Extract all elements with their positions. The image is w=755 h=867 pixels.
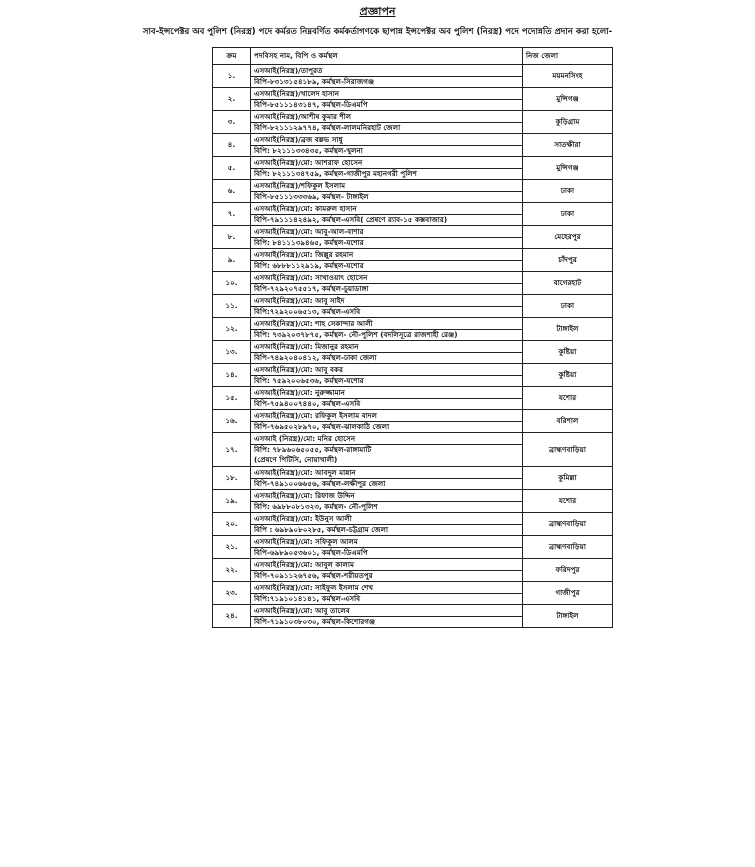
- home-district: ব্রাহ্মণবাড়িয়া: [523, 536, 613, 559]
- officer-info: [251, 249, 523, 272]
- table-row: [213, 559, 613, 582]
- table-row: [213, 490, 613, 513]
- officer-info: [251, 272, 523, 295]
- home-district: যশোর: [523, 387, 613, 410]
- serial-number: ৪.: [213, 134, 251, 157]
- officer-name: এসআই(নিরস্ত্র)/মো: সাখাওয়াৎ হোসেন: [251, 273, 522, 284]
- officer-bp-posting: বিপি : ৬৯৮৯০৮০২৮৫, কর্মস্থল-চট্টগ্রাম জেলা: [254, 524, 389, 534]
- home-district: ময়মনসিংহ: [523, 65, 613, 88]
- officer-name: এসআই(নিরস্ত্র)/ব্রজ বল্লভ সাধু: [251, 135, 522, 146]
- officer-info: [251, 134, 523, 157]
- officer-name: এসআই(নিরস্ত্র)/মো: শাহ সেকান্দার আলী: [251, 319, 522, 330]
- home-district: মুন্সিগঞ্জ: [523, 88, 613, 111]
- home-district: কুষ্টিয়া: [523, 364, 613, 387]
- officer-info: [251, 180, 523, 203]
- officer-info: [251, 318, 523, 341]
- serial-number: ২৩.: [213, 582, 251, 605]
- officer-name: এসআই(নিরস্ত্র)/মো: মিজানুর রহমান: [251, 342, 522, 353]
- officer-name: এসআই(নিরস্ত্র)/মো: আবু বকর: [251, 365, 522, 376]
- officer-name: এসআই(নিরস্ত্র)/মো: নুরুজ্জামান: [251, 388, 522, 399]
- officer-info: [251, 88, 523, 111]
- serial-number: ৫.: [213, 157, 251, 180]
- table-row: [213, 605, 613, 628]
- officer-bp-posting: বিপি-৭৪৯২০৪০৪১২, কর্মস্থল-ঢাকা জেলা: [254, 352, 377, 362]
- officer-bp-posting: বিপি-৭৪৯১০০৬৬৫৬, কর্মস্থল-লক্ষীপুর জেলা: [254, 478, 386, 488]
- table-row: [213, 318, 613, 341]
- officer-name: এসআই(নিরস্ত্র)/তাপুরত: [251, 66, 522, 77]
- intro-text: সাব-ইন্সপেক্টর অব পুলিশ (নিরস্ত্র) পদে কর্মরত নিম্নবর্ণিত কর্মকর্তাগণকে ছাপান্ন ইন্সপেক্টর অব পুলিশ (নিরস্ত্র) পদে পদোন্নতি প্রদান করা হলো-: [142, 27, 613, 37]
- serial-number: ৭.: [213, 203, 251, 226]
- table-row: [213, 226, 613, 249]
- serial-number: ১৮.: [213, 467, 251, 490]
- table-row: [213, 203, 613, 226]
- officer-info: [251, 65, 523, 88]
- officer-name: এসআই(নিরস্ত্র)/মো: কামরুল হাসান: [251, 204, 522, 215]
- officer-bp-posting: বিপি-৮৩১৩১৫৪১৮৯, কর্মস্থল-সিরাজগঞ্জ: [254, 76, 375, 86]
- serial-number: ২৪.: [213, 605, 251, 628]
- table-row: [213, 433, 613, 467]
- officer-name: এসআই(নিরস্ত্র)/মো: আশরাফ হোসেন: [251, 158, 522, 169]
- officer-info: [251, 467, 523, 490]
- table-row: [213, 180, 613, 203]
- home-district: ব্রাহ্মণবাড়িয়া: [523, 433, 613, 467]
- officer-info: [251, 605, 523, 628]
- officer-info: [251, 513, 523, 536]
- officer-bp-posting: বিপি: ৮২১১১৩৪৭৫৯, কর্মস্থল-গাজীপুর মহানগরী পুলিশ: [254, 168, 417, 178]
- officer-name: এসআই(নিরস্ত্র)/মো: সফিকুল আলম: [251, 537, 522, 548]
- table-row: [213, 341, 613, 364]
- home-district: যশোর: [523, 490, 613, 513]
- header-name-bp-posting: পদবিসহ নাম, বিপি ও কর্মস্থল: [251, 48, 523, 65]
- serial-number: ১৭.: [213, 433, 251, 467]
- home-district: সাতক্ষীরা: [523, 134, 613, 157]
- promotion-table: [212, 47, 613, 628]
- officer-bp-posting: বিপি:৭১৯১০১৪১৪১, কর্মস্থল-এসবি: [254, 593, 361, 603]
- officer-name: এসআই(নিরস্ত্র)/মো: সাইফুল ইসলাম শেখ: [251, 583, 522, 594]
- officer-info: [251, 433, 523, 467]
- serial-number: ১১.: [213, 295, 251, 318]
- officer-bp-posting: বিপি-৮৫১১১৩৩৩৬৯, কর্মস্থল- টাঙ্গাইল: [254, 191, 369, 201]
- officer-info: [251, 410, 523, 433]
- home-district: ব্রাহ্মণবাড়িয়া: [523, 513, 613, 536]
- officer-info: [251, 111, 523, 134]
- home-district: ঢাকা: [523, 203, 613, 226]
- home-district: চাঁদপুর: [523, 249, 613, 272]
- document-title: প্রজ্ঞাপন: [359, 5, 396, 18]
- home-district: কুষ্টিয়া: [523, 341, 613, 364]
- officer-name: এসআই(নিরস্ত্র)/মো: রিফাজ উদ্দিন: [251, 491, 522, 502]
- serial-number: ৩.: [213, 111, 251, 134]
- officer-name: এসআই(নিরস্ত্র)/মো: জিল্লুর রহমান: [251, 250, 522, 261]
- officer-name: এসআই(নিরস্ত্র)/মো: আবু-আল-বাশার: [251, 227, 522, 238]
- officer-bp-posting: বিপি: ৭৮৯৬০৬৫০৫৫, কর্মস্থল-রাঙ্গামাটি: [254, 445, 372, 454]
- home-district: বরিশাল: [523, 410, 613, 433]
- table-row: [213, 157, 613, 180]
- serial-number: ১.: [213, 65, 251, 88]
- officer-bp-posting: বিপি: ৮২১১১৩৩৪৩৫, কর্মস্থল-খুলনা: [254, 145, 363, 155]
- home-district: ঢাকা: [523, 295, 613, 318]
- table-row: [213, 65, 613, 88]
- table-row: [213, 134, 613, 157]
- officer-info: [251, 295, 523, 318]
- officer-info: [251, 364, 523, 387]
- officer-name: এসআই(নিরস্ত্র)/শফিকুল ইসলাম: [251, 181, 522, 192]
- officer-bp-posting: বিপি-৭১৯১০৩৮০৩০, কর্মস্থল-কিশোরগঞ্জ: [254, 616, 376, 626]
- officer-bp-posting: বিপি: ৮৪১১১৩৯৪৬৫, কর্মস্থল-যশোর: [254, 237, 364, 247]
- serial-number: ১৪.: [213, 364, 251, 387]
- serial-number: ১৬.: [213, 410, 251, 433]
- officer-info: [251, 559, 523, 582]
- table-row: [213, 249, 613, 272]
- serial-number: ৬.: [213, 180, 251, 203]
- officer-name: এসআই(নিরস্ত্র)/মো: আবু তালেব: [251, 606, 522, 617]
- officer-info: [251, 490, 523, 513]
- table-row: [213, 582, 613, 605]
- officer-bp-posting: বিপি-৭২৯২০৭৫৫১৭, কর্মস্থল-চুয়াডাঙ্গা: [254, 283, 369, 293]
- serial-number: ২১.: [213, 536, 251, 559]
- serial-number: ৮.: [213, 226, 251, 249]
- officer-bp-posting: বিপি-৭০৯১১২৬৭৫৬, কর্মস্থল-শরীয়তপুর: [254, 570, 373, 580]
- serial-number: ২.: [213, 88, 251, 111]
- table-row: [213, 364, 613, 387]
- officer-bp-posting: বিপি-৬৯৮৯০৫৩৬০১, কর্মস্থল-ডিএমপি: [254, 547, 368, 557]
- serial-number: ২০.: [213, 513, 251, 536]
- serial-number: ৯.: [213, 249, 251, 272]
- officer-deputation: (প্রেষণে পিটিসি, নোয়াখালী): [254, 455, 338, 464]
- serial-number: ১২.: [213, 318, 251, 341]
- table-row: [213, 111, 613, 134]
- officer-name: এসআই(নিরস্ত্র)/মো: আবুল কালাম: [251, 560, 522, 571]
- header-home-district: নিজ জেলা: [523, 48, 613, 65]
- officer-info: [251, 536, 523, 559]
- home-district: বাগেরহাট: [523, 272, 613, 295]
- officer-name: এসআই(নিরস্ত্র)/খালেদ হাসান: [251, 89, 522, 100]
- officer-info: [251, 387, 523, 410]
- officer-bp-posting: বিপি:৭২৯২০০৬৫১৩, কর্মস্থল-এসবি: [254, 306, 361, 316]
- officer-info: [251, 341, 523, 364]
- officer-bp-posting: বিপি: ৭৫৯২০০৬৫৩৬, কর্মস্থল-যশোর: [254, 375, 364, 385]
- officer-name: এসআই(নিরস্ত্র)/আশীষ কুমার শীল: [251, 112, 522, 123]
- officer-bp-posting: বিপি-৮৫১১১৪৩১৪৭, কর্মস্থল-ডিএমপি: [254, 99, 368, 109]
- table-row: [213, 536, 613, 559]
- officer-bp-posting: বিপি-৭৬৯৫০২৮৯৭০, কর্মস্থল-ঝালকাঠি জেলা: [254, 421, 390, 431]
- serial-number: ১০.: [213, 272, 251, 295]
- home-district: কুড়িগ্রাম: [523, 111, 613, 134]
- officer-info: [251, 157, 523, 180]
- officer-bp-posting: বিপি: ৬৮৮৮১১২৯১৯, কর্মস্থল-যশোর: [254, 260, 364, 270]
- table-header-row: [213, 48, 613, 65]
- officer-bp-posting: বিপি: ৭৩৯২০৩৭৮৭৫, কর্মস্থল- নৌ-পুলিশ (বদলিসূত্রে রাজশাহী রেঞ্জ): [254, 329, 458, 339]
- officer-name: এসআই(নিরস্ত্র)/মো: রফিকুল ইসলাম বাদল: [251, 411, 522, 422]
- table-row: [213, 272, 613, 295]
- officer-info: [251, 226, 523, 249]
- officer-name: এসআই(নিরস্ত্র)/মো: আবু সাইদ: [251, 296, 522, 307]
- officer-bp-posting: বিপি-৮২১১১২৯৭৭৪, কর্মস্থল-লালমনিরহাট জেলা: [254, 122, 401, 132]
- home-district: ঢাকা: [523, 180, 613, 203]
- table-row: [213, 295, 613, 318]
- officer-info: [251, 582, 523, 605]
- serial-number: ১৫.: [213, 387, 251, 410]
- home-district: কুমিল্লা: [523, 467, 613, 490]
- home-district: মেহেরপুর: [523, 226, 613, 249]
- table-row: [213, 387, 613, 410]
- table-row: [213, 467, 613, 490]
- serial-number: ১৩.: [213, 341, 251, 364]
- home-district: টাঙ্গাইল: [523, 318, 613, 341]
- officer-name: এসআই (নিরস্ত্র)/মো: মনির হোসেন: [251, 434, 522, 445]
- home-district: মুন্সিগঞ্জ: [523, 157, 613, 180]
- table-row: [213, 410, 613, 433]
- officer-name: এসআই(নিরস্ত্র)/মো: আবদুল মান্নান: [251, 468, 522, 479]
- officer-bp-posting: বিপি-৭৫৯৪০০৭৪৪০, কর্মস্থল-এসবি: [254, 398, 361, 408]
- serial-number: ২২.: [213, 559, 251, 582]
- home-district: গাজীপুর: [523, 582, 613, 605]
- header-serial: ক্রম: [213, 48, 251, 65]
- table-row: [213, 513, 613, 536]
- home-district: টাঙ্গাইল: [523, 605, 613, 628]
- officer-name: এসআই(নিরস্ত্র)/মো: ইউনুস আলী: [251, 514, 522, 525]
- home-district: ফরিদপুর: [523, 559, 613, 582]
- officer-bp-posting: বিপি: ৬৯৮৮০৮১৩২৩, কর্মস্থল- নৌ-পুলিশ: [254, 501, 378, 511]
- serial-number: ১৯.: [213, 490, 251, 513]
- table-row: [213, 88, 613, 111]
- officer-bp-posting: বিপি-৭৯১১১৪২৪৯২, কর্মস্থল-এসবি( প্রেষণে র‌্যাব-১৫ কক্সবাজার): [254, 214, 448, 224]
- officer-info: [251, 203, 523, 226]
- table-body: [213, 65, 613, 628]
